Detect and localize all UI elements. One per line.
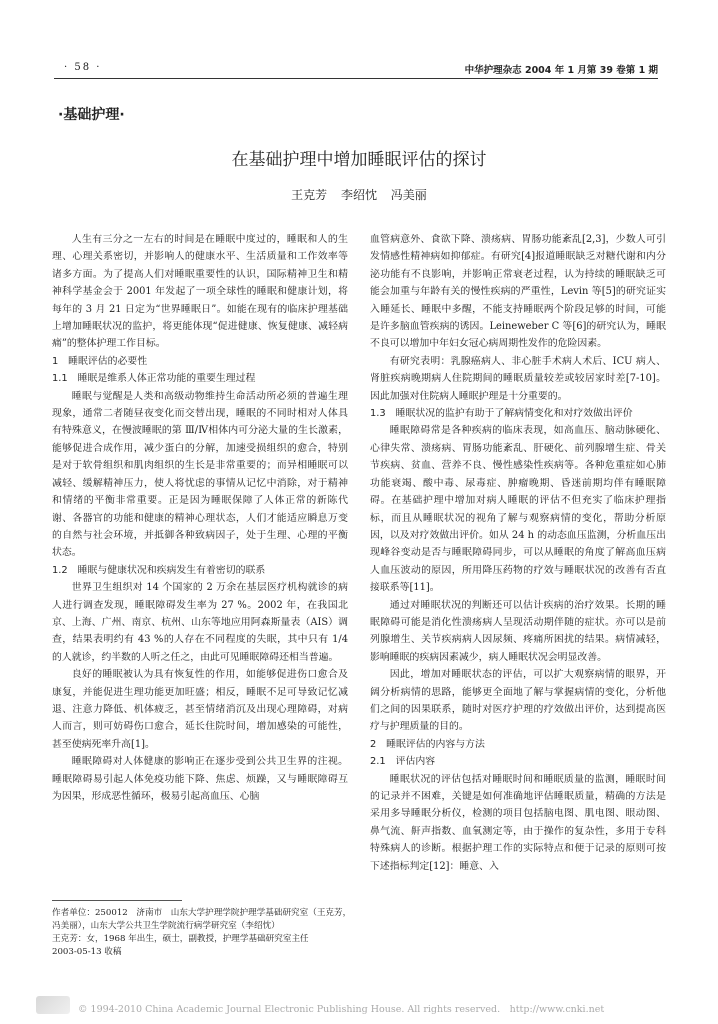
footnote-author-bio: 王克芳：女，1968 年出生，硕士，副教授，护理学基础研究室主任 — [52, 934, 309, 944]
body-paragraph: 世界卫生组织对 14 个国家的 2 万余在基层医疗机构就诊的病人进行调查发现，睡眠障碍发生率为 27 %。2002 年，在我国北京、上海、广州、南京、杭州、山东等地应用阿森斯量表（AIS）调查，结果表明约有 43 %的人存在不同程度的失眠，其中只有 1/4 的人就诊，约半数的人听之任之，由此可见睡眠障碍还相当普遍。 — [52, 582, 348, 663]
body-paragraph: 通过对睡眠状况的判断还可以估计疾病的治疗效果。长期的睡眠障碍可能是消化性溃疡病人呈现活动期伴随的症状。亦可以是前列腺增生、关节疾病病人因尿频、疼痛所困扰的结果。病情减轻，影响睡眠的疾病因素减少，病人睡眠状况会明显改善。 — [370, 599, 666, 663]
footnote-received-date: 2003-05-13 收稿 — [52, 947, 122, 957]
header-rule — [54, 78, 658, 79]
footnote-rule — [52, 900, 182, 901]
section-heading: 1 睡眠评估的必要性 — [52, 355, 148, 367]
journal-citation: 中华护理杂志 2004 年 1 月第 39 卷第 1 期 — [464, 65, 658, 76]
body-paragraph: 良好的睡眠被认为具有恢复性的作用，如能够促进伤口愈合及康复，并能促进生理功能更加旺盛；相反，睡眠不足可导致记忆减退、注意力降低、机体疲乏，甚至情绪消沉及出现心理障碍，对病人而言，则可妨碍伤口愈合，延长住院时间，增加感染的可能性，甚至使病死率升高[1]。 — [52, 669, 348, 750]
page-number: · 58 · — [64, 62, 102, 73]
section-label: ·基础护理· — [58, 107, 125, 123]
author-footnote — [52, 907, 352, 959]
body-paragraph: 人生有三分之一左右的时间是在睡眠中度过的，睡眠和人的生理、心理关系密切，并影响人的健康水平、生活质量和工作效率等诸多方面。为了提高人们对睡眠重要性的认识，国际精神卫生和精神科学基金会于 2001 年发起了一项全球性的睡眠和健康计划，将每年的 3 月 21 日定为“世界睡眠日”。如能在现有的临床护理基础上增加睡眠状况的监护，将更能体现“促进健康、恢复健康、减轻病痛”的整体护理工作目标。 — [52, 234, 348, 350]
body-paragraph: 睡眠障碍常是各种疾病的临床表现，如高血压、脑动脉硬化、心律失常、溃疡病、胃肠功能紊乱、肝硬化、前列腺增生症、骨关节疾病、贫血、营养不良、慢性感染性疾病等。各种危重症如心肺功能衰竭、酸中毒、尿毒症、肿瘤晚期、昏迷前期均伴有睡眠障碍。在基础护理中增加对病人睡眠的评估不但充实了临床护理指标，而且从睡眠状况的视角了解与观察病情的变化，帮助分析原因，以及对疗效做出评价。如从 24 h 的动态血压监测，分析血压出现峰谷变动是否与睡眠障碍同步，可以从睡眠的角度了解高血压病人血压波动的原因，所用降压药物的疗效与睡眠状况的改善有否直接联系等[11]。 — [370, 425, 666, 594]
footnote-affiliation: 作者单位：250012 济南市 山东大学护理学院护理学基础研究室（王克芳，冯美丽），山东大学公共卫生学院流行病学研究室（李绍忱） — [52, 908, 352, 931]
copyright-notice: © 1994-2010 China Academic Journal Electronic Publishing House. All rights reserved. http://www.cnki.net — [78, 1004, 605, 1015]
right-column — [370, 231, 666, 875]
section-heading: 2.1 评估内容 — [370, 756, 436, 768]
article-authors: 王克芳 李绍忱 冯美丽 — [291, 188, 427, 202]
page-header — [54, 58, 658, 76]
section-heading: 2 睡眠评估的内容与方法 — [370, 738, 485, 750]
body-paragraph: 因此，增加对睡眠状态的评估，可以扩大观察病情的眼界，开阔分析病情的思路，能够更全面地了解与掌握病情的变化，分析他们之间的因果联系，随时对医疗护理的疗效做出评价，达到提高医疗与护理质量的目的。 — [370, 669, 666, 733]
article-title: 在基础护理中增加睡眠评估的探讨 — [231, 150, 487, 170]
body-paragraph: 睡眠与觉醒是人类和高级动物维持生命活动所必须的普遍生理现象，通常二者随昼夜变化而交替出现，睡眠的不同时相对人体具有特殊意义，在慢波睡眠的第 Ⅲ/Ⅳ相体内可分泌大量的生长激素，能够促进合成作用，减少蛋白的分解，加速受损组织的愈合，特别是对于软骨组织和肌肉组织的生长是非常重要的；而异相睡眠可以减轻、缓解精神压力，使人将忧虑的事情从记忆中消除，对于精神和情绪的平衡非常重要。正是因为睡眠保障了人体正常的新陈代谢、各器官的功能和健康的精神心理状态，人们才能适应瞬息万变的自然与社会环境，并抵御各种致病因子，处于生理、心理的平衡状态。 — [52, 390, 348, 559]
cnki-logo-icon — [36, 996, 70, 1014]
body-paragraph: 睡眠状况的评估包括对睡眠时间和睡眠质量的监测，睡眠时间的记录并不困难，关键是如何准确地评估睡眠质量，精确的方法是采用多导睡眠分析仪，检测的项目包括脑电图、肌电图、眼动图、鼻气流、鼾声指数、血氧测定等，由于操作的复杂性，多用于专科特殊病人的诊断。根据护理工作的实际特点和便于记录的原则可按下述指标判定[12]：睡意、入 — [370, 773, 666, 872]
body-paragraph: 血管病意外、食欲下降、溃疡病、胃肠功能紊乱[2,3]，少数人可引发情感性精神病如抑郁症。有研究[4]报道睡眠缺乏对糖代谢和内分泌功能有不良影响，并影响正常衰老过程，认为持续的睡眠缺乏可能会加重与年龄有关的慢性疾病的严重性，Levin 等[5]的研究证实入睡延长、睡眠中多醒，不能支持睡眠两个阶段足够的时间，可能是许多脑血管疾病的诱因。Leineweber C 等[6]的研究认为，睡眠不良可以增加中年妇女冠心病周期性发作的危险因素。 — [370, 234, 666, 350]
body-paragraph: 睡眠障碍对人体健康的影响正在逐步受到公共卫生界的注视。睡眠障碍易引起人体免疫功能下降、焦虑、烦躁，又与睡眠障碍互为因果，形成恶性循环，极易引起高血压、心脑 — [52, 756, 348, 802]
section-heading: 1.3 睡眠状况的监护有助于了解病情变化和对疗效做出评价 — [370, 408, 633, 420]
section-heading: 1.1 睡眠是维系人体正常功能的重要生理过程 — [52, 373, 256, 385]
body-paragraph: 有研究表明：乳腺癌病人、非心脏手术病人术后、ICU 病人、肾脏疾病晚期病人住院期间的睡眠质量较差或较居家时差[7-10]。因此加强对住院病人睡眠护理是十分重要的。 — [370, 355, 666, 402]
section-heading: 1.2 睡眠与健康状况和疾病发生有着密切的联系 — [52, 564, 266, 576]
left-column — [52, 231, 348, 805]
